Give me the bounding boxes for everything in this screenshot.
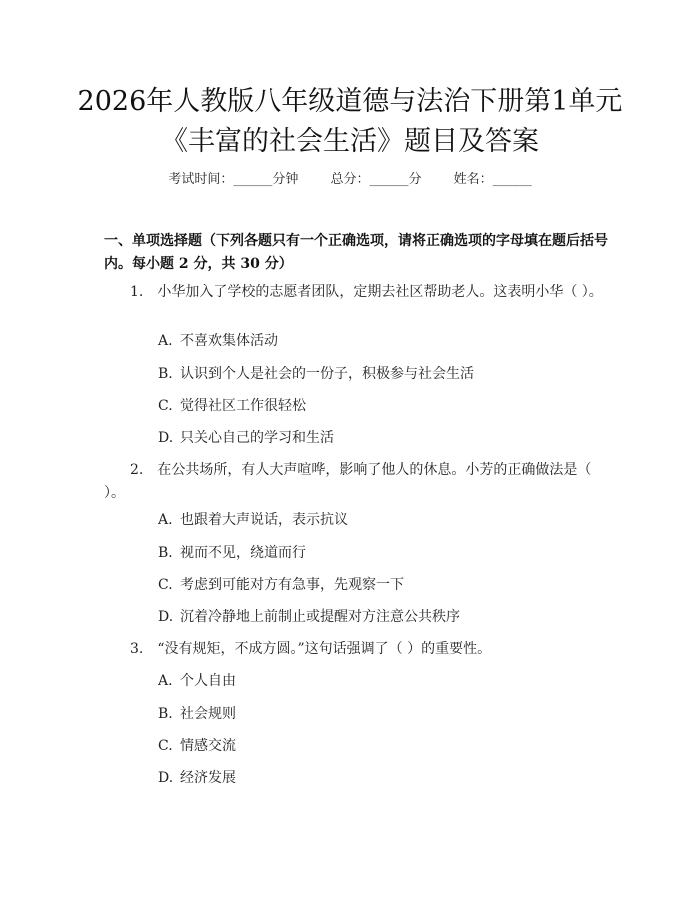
option-text: 情感交流 <box>180 738 236 754</box>
question-1-number: 1. <box>130 284 144 300</box>
option-letter: B. <box>158 545 173 561</box>
question-1-option-a <box>158 331 278 351</box>
option-letter: C. <box>158 398 173 414</box>
question-2-option-b <box>158 543 306 563</box>
option-letter: C. <box>158 738 173 754</box>
question-1-option-b <box>158 364 474 384</box>
question-3-number: 3. <box>130 641 144 657</box>
exam-time-field: 考试时间：______分钟 <box>168 172 299 187</box>
question-2-option-c <box>158 575 404 595</box>
option-letter: C. <box>158 577 173 593</box>
option-letter: B. <box>158 366 173 382</box>
option-letter: D. <box>158 430 174 446</box>
option-text: 考虑到可能对方有急事，先观察一下 <box>180 577 404 593</box>
option-letter: D. <box>158 609 174 625</box>
option-text: 经济发展 <box>180 770 236 786</box>
option-text: 觉得社区工作很轻松 <box>180 398 306 414</box>
option-letter: D. <box>158 770 174 786</box>
question-3-option-a <box>158 671 236 691</box>
question-3-option-d <box>158 768 236 788</box>
option-letter: B. <box>158 706 173 722</box>
option-text: 视而不见，绕道而行 <box>180 545 306 561</box>
question-3-stem <box>104 638 609 661</box>
student-name-field: 姓名：______ <box>453 172 532 187</box>
question-3-option-b <box>158 704 236 724</box>
question-1-option-d <box>158 428 334 448</box>
option-text: 沉着冷静地上前制止或提醒对方注意公共秩序 <box>180 609 460 625</box>
question-3-option-c <box>158 736 236 756</box>
question-3-text: “没有规矩，不成方圆。”这句话强调了（ ）的重要性。 <box>157 641 492 657</box>
section-heading: 一、单项选择题（下列各题只有一个正确选项，请将正确选项的字母填在题后括号内。每小题 2 分，共 30 分） <box>104 233 608 272</box>
option-text: 只关心自己的学习和生活 <box>180 430 334 446</box>
question-1-option-c <box>158 396 306 416</box>
exam-info-line <box>0 168 700 187</box>
question-2-number: 2. <box>130 462 144 478</box>
question-1-stem <box>104 281 609 304</box>
question-2-stem <box>104 459 609 505</box>
option-letter: A. <box>158 333 173 349</box>
question-2-text: 在公共场所，有人大声喧哗，影响了他人的休息。小芳的正确做法是（ ）。 <box>104 462 592 501</box>
question-2-option-d <box>158 607 460 627</box>
option-text: 认识到个人是社会的一份子，积极参与社会生活 <box>180 366 474 382</box>
option-letter: A. <box>158 512 173 528</box>
question-1-text: 小华加入了学校的志愿者团队，定期去社区帮助老人。这表明小华（ ）。 <box>157 284 603 300</box>
document-title: 2026年人教版八年级道德与法治下册第1单元《丰富的社会生活》题目及答案 <box>77 86 623 157</box>
question-2-option-a <box>158 510 348 530</box>
option-letter: A. <box>158 673 173 689</box>
option-text: 也跟着大声说话，表示抗议 <box>180 512 348 528</box>
option-text: 不喜欢集体活动 <box>180 333 278 349</box>
option-text: 个人自由 <box>180 673 236 689</box>
total-score-field: 总分：______分 <box>330 172 422 187</box>
option-text: 社会规则 <box>180 706 236 722</box>
